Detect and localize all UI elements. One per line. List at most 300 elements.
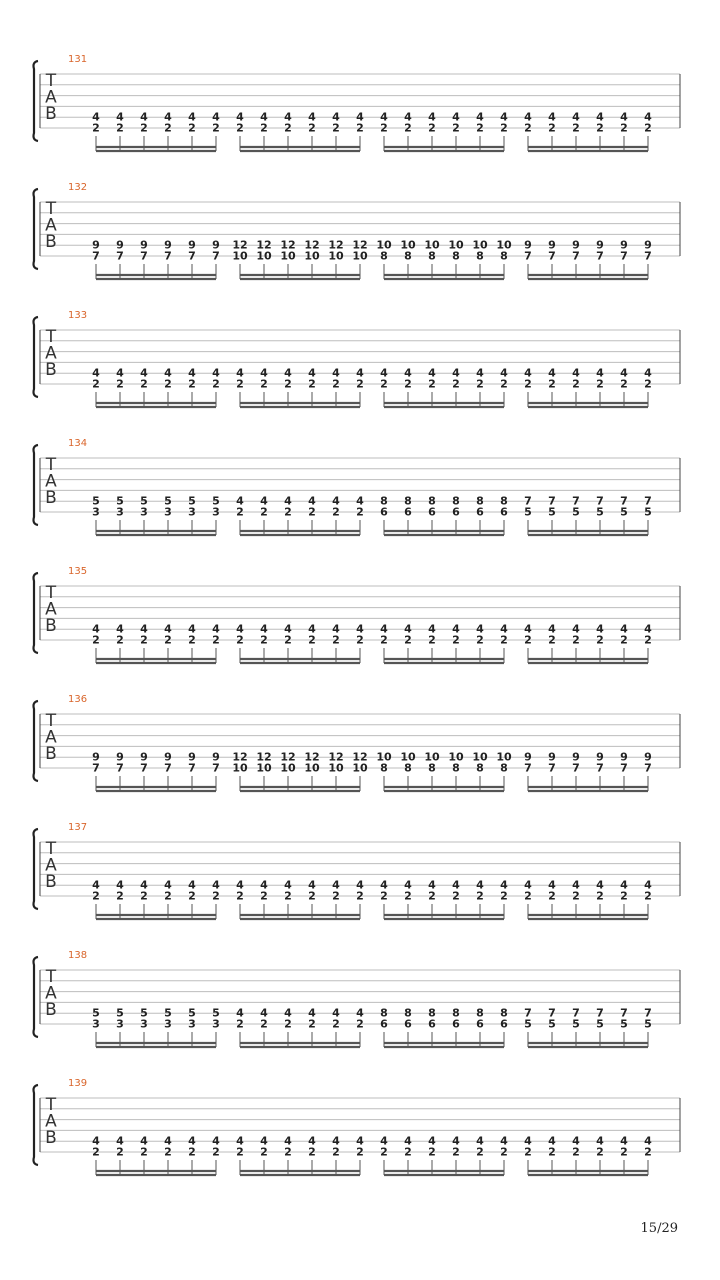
fret-number: 4 — [404, 110, 412, 124]
fret-number: 9 — [116, 750, 124, 764]
fret-number: 7 — [212, 761, 220, 775]
fret-number: 8 — [428, 1006, 436, 1020]
tab-clef-letter: A — [45, 983, 57, 1004]
fret-number: 4 — [428, 110, 436, 124]
fret-number: 5 — [644, 1017, 652, 1031]
fret-number: 6 — [380, 505, 388, 519]
fret-number: 3 — [92, 505, 100, 519]
fret-number: 2 — [260, 1145, 268, 1159]
fret-number: 2 — [500, 889, 508, 903]
fret-number: 4 — [452, 878, 460, 892]
fret-number: 12 — [352, 238, 368, 252]
fret-number: 4 — [644, 622, 652, 636]
fret-number: 4 — [332, 366, 340, 380]
fret-number: 2 — [548, 121, 556, 135]
fret-number: 4 — [380, 878, 388, 892]
fret-number: 2 — [332, 633, 340, 647]
fret-number: 7 — [524, 249, 532, 263]
fret-number: 4 — [140, 110, 148, 124]
fret-number: 2 — [164, 633, 172, 647]
fret-number: 8 — [500, 761, 508, 775]
fret-number: 2 — [284, 1017, 292, 1031]
fret-number: 2 — [524, 121, 532, 135]
fret-number: 4 — [236, 110, 244, 124]
fret-number: 9 — [212, 238, 220, 252]
fret-number: 5 — [164, 1006, 172, 1020]
fret-number: 2 — [260, 1017, 268, 1031]
fret-number: 4 — [260, 1134, 268, 1148]
fret-number: 5 — [212, 494, 220, 508]
fret-number: 7 — [644, 761, 652, 775]
fret-number: 2 — [404, 633, 412, 647]
fret-number: 2 — [332, 505, 340, 519]
fret-number: 4 — [572, 1134, 580, 1148]
fret-number: 8 — [380, 494, 388, 508]
fret-number: 2 — [428, 1145, 436, 1159]
fret-number: 3 — [164, 505, 172, 519]
measure-number: 135 — [68, 566, 88, 577]
fret-number: 2 — [164, 889, 172, 903]
fret-number: 10 — [472, 238, 488, 252]
fret-number: 4 — [620, 878, 628, 892]
fret-number: 3 — [140, 505, 148, 519]
tab-clef-letter: B — [45, 872, 57, 892]
fret-number: 2 — [236, 121, 244, 135]
fret-number: 4 — [284, 1134, 292, 1148]
fret-number: 9 — [164, 750, 172, 764]
fret-number: 4 — [620, 622, 628, 636]
fret-number: 5 — [116, 494, 124, 508]
fret-number: 2 — [620, 1145, 628, 1159]
fret-number: 5 — [524, 505, 532, 519]
fret-number: 4 — [260, 366, 268, 380]
fret-number: 6 — [500, 505, 508, 519]
fret-number: 2 — [380, 1145, 388, 1159]
fret-number: 2 — [356, 1017, 364, 1031]
measure-number: 136 — [68, 694, 88, 705]
fret-number: 4 — [572, 110, 580, 124]
fret-number: 2 — [332, 889, 340, 903]
fret-number: 4 — [212, 878, 220, 892]
fret-number: 4 — [428, 1134, 436, 1148]
fret-number: 10 — [400, 750, 416, 764]
fret-number: 10 — [256, 761, 272, 775]
fret-number: 10 — [472, 750, 488, 764]
fret-number: 2 — [476, 377, 484, 391]
fret-number: 3 — [188, 1017, 196, 1031]
fret-number: 7 — [620, 761, 628, 775]
fret-number: 4 — [284, 1006, 292, 1020]
system-bracket — [34, 573, 39, 653]
fret-number: 7 — [644, 1006, 652, 1020]
fret-number: 4 — [572, 622, 580, 636]
fret-number: 4 — [164, 366, 172, 380]
fret-number: 4 — [644, 878, 652, 892]
fret-number: 4 — [236, 494, 244, 508]
fret-number: 2 — [596, 1145, 604, 1159]
fret-number: 9 — [596, 750, 604, 764]
fret-number: 2 — [476, 889, 484, 903]
fret-number: 2 — [524, 377, 532, 391]
fret-number: 4 — [644, 1134, 652, 1148]
fret-number: 7 — [596, 249, 604, 263]
fret-number: 2 — [164, 377, 172, 391]
fret-number: 7 — [140, 249, 148, 263]
fret-number: 4 — [188, 878, 196, 892]
fret-number: 10 — [448, 238, 464, 252]
tab-clef-letter: B — [45, 744, 57, 764]
fret-number: 5 — [188, 494, 196, 508]
fret-number: 7 — [572, 494, 580, 508]
measure-number: 137 — [68, 822, 88, 833]
fret-number: 10 — [400, 238, 416, 252]
fret-number: 2 — [404, 121, 412, 135]
fret-number: 4 — [596, 1134, 604, 1148]
measure-number: 138 — [68, 950, 88, 961]
fret-number: 2 — [620, 377, 628, 391]
tab-clef-letter: A — [45, 1111, 57, 1132]
measure-number: 132 — [68, 182, 88, 193]
fret-number: 4 — [524, 366, 532, 380]
tab-clef-letter: B — [45, 232, 57, 252]
fret-number: 2 — [332, 121, 340, 135]
fret-number: 7 — [548, 1006, 556, 1020]
fret-number: 2 — [404, 1145, 412, 1159]
fret-number: 6 — [452, 505, 460, 519]
fret-number: 8 — [452, 494, 460, 508]
fret-number: 2 — [140, 1145, 148, 1159]
fret-number: 7 — [620, 494, 628, 508]
tab-clef-letter: A — [45, 87, 57, 108]
fret-number: 2 — [476, 1145, 484, 1159]
fret-number: 4 — [356, 1134, 364, 1148]
fret-number: 4 — [404, 366, 412, 380]
fret-number: 5 — [164, 494, 172, 508]
fret-number: 2 — [236, 505, 244, 519]
tab-clef-letter: A — [45, 727, 57, 748]
fret-number: 4 — [332, 110, 340, 124]
fret-number: 2 — [548, 633, 556, 647]
tab-clef-letter: T — [45, 839, 57, 859]
fret-number: 4 — [380, 1134, 388, 1148]
fret-number: 4 — [164, 110, 172, 124]
fret-number: 3 — [140, 1017, 148, 1031]
fret-number: 4 — [308, 494, 316, 508]
fret-number: 4 — [236, 878, 244, 892]
fret-number: 8 — [428, 249, 436, 263]
fret-number: 8 — [500, 249, 508, 263]
fret-number: 7 — [92, 761, 100, 775]
fret-number: 2 — [236, 1017, 244, 1031]
fret-number: 2 — [212, 633, 220, 647]
fret-number: 2 — [548, 1145, 556, 1159]
fret-number: 2 — [116, 1145, 124, 1159]
fret-number: 5 — [620, 505, 628, 519]
fret-number: 2 — [260, 633, 268, 647]
fret-number: 10 — [448, 750, 464, 764]
fret-number: 4 — [452, 366, 460, 380]
fret-number: 4 — [260, 1006, 268, 1020]
fret-number: 12 — [280, 238, 296, 252]
system-bracket — [34, 189, 39, 269]
fret-number: 4 — [356, 622, 364, 636]
fret-number: 2 — [284, 377, 292, 391]
tab-clef-letter: A — [45, 599, 57, 620]
fret-number: 5 — [572, 1017, 580, 1031]
fret-number: 4 — [236, 1134, 244, 1148]
fret-number: 5 — [548, 505, 556, 519]
fret-number: 2 — [284, 1145, 292, 1159]
fret-number: 2 — [548, 377, 556, 391]
tab-clef-letter: B — [45, 488, 57, 508]
fret-number: 4 — [140, 366, 148, 380]
fret-number: 3 — [116, 1017, 124, 1031]
fret-number: 2 — [548, 889, 556, 903]
fret-number: 10 — [280, 761, 296, 775]
fret-number: 7 — [524, 1006, 532, 1020]
fret-number: 2 — [188, 889, 196, 903]
fret-number: 2 — [284, 889, 292, 903]
fret-number: 4 — [212, 622, 220, 636]
fret-number: 2 — [140, 633, 148, 647]
fret-number: 9 — [620, 750, 628, 764]
fret-number: 2 — [212, 1145, 220, 1159]
fret-number: 4 — [188, 366, 196, 380]
fret-number: 2 — [620, 121, 628, 135]
fret-number: 7 — [164, 249, 172, 263]
fret-number: 4 — [140, 622, 148, 636]
fret-number: 2 — [188, 1145, 196, 1159]
fret-number: 4 — [596, 366, 604, 380]
fret-number: 2 — [572, 1145, 580, 1159]
fret-number: 4 — [164, 878, 172, 892]
fret-number: 2 — [260, 505, 268, 519]
fret-number: 4 — [620, 366, 628, 380]
fret-number: 2 — [380, 633, 388, 647]
tab-clef-letter: T — [45, 71, 57, 91]
fret-number: 4 — [308, 110, 316, 124]
fret-number: 2 — [308, 889, 316, 903]
fret-number: 4 — [476, 366, 484, 380]
fret-number: 4 — [500, 1134, 508, 1148]
fret-number: 4 — [332, 622, 340, 636]
fret-number: 2 — [500, 633, 508, 647]
fret-number: 2 — [356, 505, 364, 519]
fret-number: 7 — [212, 249, 220, 263]
fret-number: 4 — [548, 1134, 556, 1148]
fret-number: 2 — [92, 121, 100, 135]
fret-number: 12 — [352, 750, 368, 764]
fret-number: 2 — [572, 121, 580, 135]
fret-number: 5 — [596, 1017, 604, 1031]
tab-clef-letter: B — [45, 104, 57, 124]
fret-number: 12 — [328, 238, 344, 252]
fret-number: 4 — [356, 494, 364, 508]
fret-number: 4 — [548, 366, 556, 380]
tab-clef-letter: A — [45, 855, 57, 876]
fret-number: 12 — [232, 750, 248, 764]
fret-number: 3 — [212, 505, 220, 519]
fret-number: 3 — [212, 1017, 220, 1031]
fret-number: 4 — [596, 878, 604, 892]
fret-number: 6 — [452, 1017, 460, 1031]
fret-number: 4 — [572, 366, 580, 380]
fret-number: 10 — [352, 761, 368, 775]
fret-number: 2 — [188, 121, 196, 135]
fret-number: 6 — [404, 505, 412, 519]
fret-number: 3 — [188, 505, 196, 519]
fret-number: 4 — [284, 494, 292, 508]
fret-number: 3 — [164, 1017, 172, 1031]
fret-number: 4 — [284, 878, 292, 892]
fret-number: 10 — [376, 238, 392, 252]
fret-number: 2 — [644, 377, 652, 391]
fret-number: 5 — [644, 505, 652, 519]
fret-number: 2 — [644, 1145, 652, 1159]
fret-number: 4 — [548, 622, 556, 636]
fret-number: 4 — [524, 622, 532, 636]
tab-clef-letter: A — [45, 471, 57, 492]
fret-number: 2 — [356, 121, 364, 135]
system-bracket — [34, 61, 39, 141]
fret-number: 2 — [524, 633, 532, 647]
tab-clef-letter: B — [45, 360, 57, 380]
fret-number: 4 — [188, 622, 196, 636]
fret-number: 4 — [476, 622, 484, 636]
fret-number: 4 — [596, 622, 604, 636]
fret-number: 2 — [620, 889, 628, 903]
fret-number: 9 — [548, 750, 556, 764]
fret-number: 4 — [140, 878, 148, 892]
measure-number: 134 — [68, 438, 88, 449]
fret-number: 4 — [236, 1006, 244, 1020]
fret-number: 2 — [308, 1145, 316, 1159]
fret-number: 5 — [524, 1017, 532, 1031]
fret-number: 2 — [236, 633, 244, 647]
fret-number: 2 — [476, 633, 484, 647]
fret-number: 4 — [500, 366, 508, 380]
fret-number: 2 — [524, 889, 532, 903]
fret-number: 2 — [596, 377, 604, 391]
fret-number: 2 — [356, 633, 364, 647]
fret-number: 7 — [188, 761, 196, 775]
fret-number: 7 — [548, 761, 556, 775]
fret-number: 4 — [476, 1134, 484, 1148]
fret-number: 7 — [548, 494, 556, 508]
fret-number: 9 — [116, 238, 124, 252]
fret-number: 2 — [92, 633, 100, 647]
fret-number: 4 — [356, 1006, 364, 1020]
fret-number: 6 — [500, 1017, 508, 1031]
fret-number: 2 — [116, 121, 124, 135]
fret-number: 8 — [428, 494, 436, 508]
fret-number: 4 — [620, 110, 628, 124]
fret-number: 4 — [236, 366, 244, 380]
fret-number: 8 — [380, 1006, 388, 1020]
fret-number: 9 — [140, 750, 148, 764]
fret-number: 8 — [404, 249, 412, 263]
fret-number: 4 — [116, 366, 124, 380]
fret-number: 10 — [328, 249, 344, 263]
fret-number: 5 — [92, 494, 100, 508]
tab-clef-letter: B — [45, 616, 57, 636]
fret-number: 2 — [500, 377, 508, 391]
fret-number: 2 — [572, 889, 580, 903]
fret-number: 2 — [308, 377, 316, 391]
fret-number: 6 — [476, 1017, 484, 1031]
fret-number: 4 — [260, 494, 268, 508]
fret-number: 5 — [212, 1006, 220, 1020]
system-bracket — [34, 1085, 39, 1165]
fret-number: 2 — [404, 889, 412, 903]
fret-number: 12 — [256, 750, 272, 764]
fret-number: 4 — [308, 1134, 316, 1148]
fret-number: 8 — [428, 761, 436, 775]
fret-number: 4 — [548, 110, 556, 124]
fret-number: 4 — [428, 622, 436, 636]
fret-number: 2 — [428, 377, 436, 391]
fret-number: 7 — [116, 761, 124, 775]
fret-number: 2 — [452, 377, 460, 391]
fret-number: 2 — [356, 377, 364, 391]
fret-number: 4 — [212, 110, 220, 124]
fret-number: 4 — [116, 110, 124, 124]
fret-number: 7 — [596, 494, 604, 508]
fret-number: 2 — [572, 633, 580, 647]
fret-number: 8 — [404, 761, 412, 775]
fret-number: 8 — [404, 1006, 412, 1020]
fret-number: 9 — [644, 750, 652, 764]
fret-number: 4 — [92, 110, 100, 124]
system-bracket — [34, 445, 39, 525]
fret-number: 9 — [548, 238, 556, 252]
fret-number: 4 — [476, 110, 484, 124]
fret-number: 9 — [524, 238, 532, 252]
system-bracket — [34, 317, 39, 397]
fret-number: 7 — [140, 761, 148, 775]
fret-number: 12 — [280, 750, 296, 764]
fret-number: 4 — [308, 878, 316, 892]
fret-number: 4 — [332, 878, 340, 892]
fret-number: 2 — [92, 377, 100, 391]
fret-number: 5 — [188, 1006, 196, 1020]
fret-number: 2 — [380, 121, 388, 135]
fret-number: 12 — [232, 238, 248, 252]
fret-number: 8 — [452, 761, 460, 775]
fret-number: 6 — [380, 1017, 388, 1031]
fret-number: 10 — [256, 249, 272, 263]
fret-number: 7 — [644, 249, 652, 263]
fret-number: 2 — [212, 121, 220, 135]
fret-number: 4 — [404, 622, 412, 636]
fret-number: 10 — [352, 249, 368, 263]
fret-number: 2 — [140, 377, 148, 391]
fret-number: 4 — [380, 366, 388, 380]
fret-number: 7 — [116, 249, 124, 263]
fret-number: 7 — [524, 494, 532, 508]
tab-clef-letter: T — [45, 967, 57, 987]
fret-number: 2 — [500, 121, 508, 135]
fret-number: 2 — [308, 121, 316, 135]
fret-number: 7 — [188, 249, 196, 263]
fret-number: 4 — [332, 1134, 340, 1148]
fret-number: 4 — [404, 1134, 412, 1148]
fret-number: 8 — [476, 249, 484, 263]
fret-number: 7 — [596, 761, 604, 775]
fret-number: 4 — [356, 366, 364, 380]
fret-number: 4 — [596, 110, 604, 124]
fret-number: 4 — [452, 622, 460, 636]
